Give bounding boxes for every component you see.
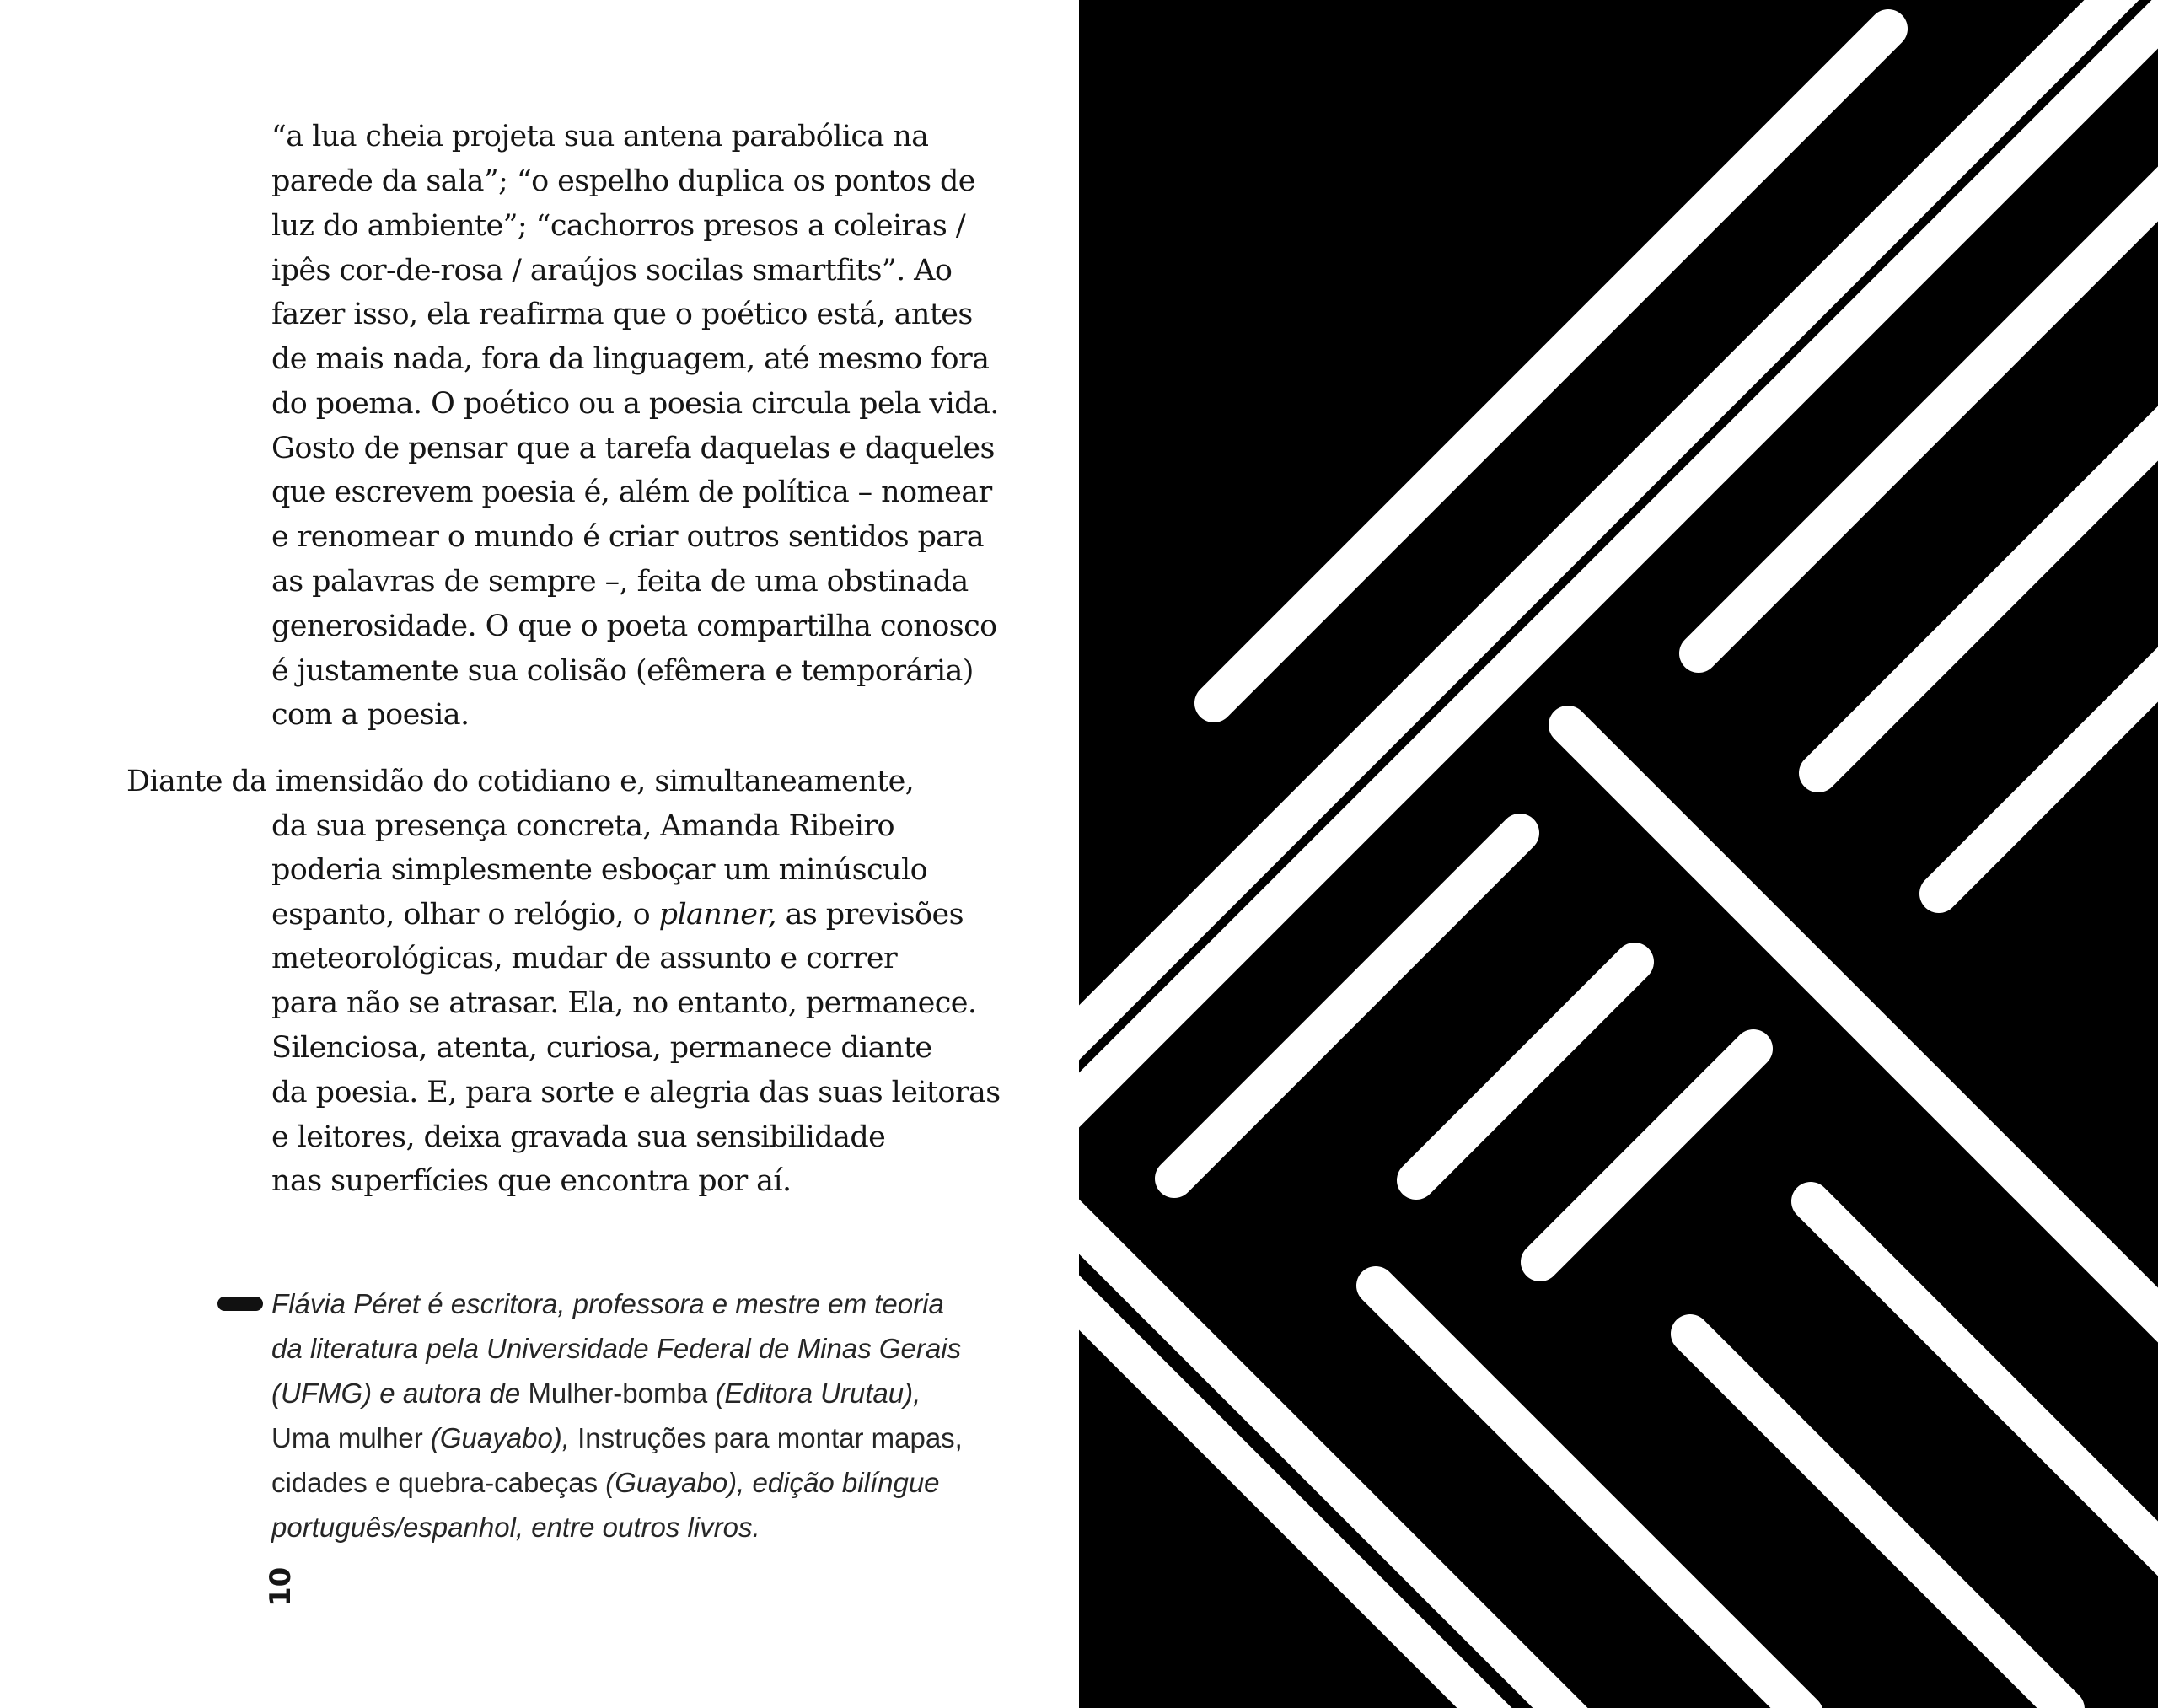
text-line: para não se atrasar. Ela, no entanto, permanece.	[271, 986, 977, 1020]
text-segment: as previsões	[776, 898, 964, 932]
text-line: com a poesia.	[271, 698, 470, 732]
text-line: Silenciosa, atenta, curiosa, permanece diante	[271, 1031, 932, 1065]
note-line	[271, 1379, 921, 1407]
text-line: e renomear o mundo é criar outros sentidos para	[271, 520, 984, 554]
text-line: luz do ambiente”; “cachorros presos a coleiras /	[271, 209, 966, 243]
note-line	[271, 1469, 940, 1496]
note-text: português/espanhol, entre outros livros.	[271, 1512, 760, 1543]
book-title-instrucoes-cont: cidades e quebra-cabeças	[271, 1467, 599, 1498]
text-line: do poema. O poético ou a poesia circula pela vida.	[271, 387, 999, 421]
note-line	[271, 1335, 961, 1362]
text-line: fazer isso, ela reafirma que o poético está, antes	[271, 298, 973, 331]
note-text: (Guayabo),	[422, 1422, 578, 1453]
text-segment: espanto, olhar o relógio, o	[271, 898, 659, 932]
text-line: de mais nada, fora da linguagem, até mesmo fora	[271, 342, 990, 376]
text-line: as palavras de sempre –, feita de uma obstinada	[271, 565, 969, 599]
note-text: da literatura pela Universidade Federal de Minas Gerais	[271, 1333, 962, 1364]
text-line: meteorológicas, mudar de assunto e correr	[271, 942, 898, 975]
note-text: (UFMG) e autora de	[271, 1378, 529, 1409]
text-line: generosidade. O que o poeta compartilha conosco	[271, 610, 997, 643]
planner-italic: planner,	[658, 898, 777, 932]
stripe-pattern-graphic	[1079, 0, 2158, 1708]
text-line-first: Diante da imensidão do cotidiano e, simultaneamente,	[126, 765, 915, 798]
page-number: 10	[264, 1566, 298, 1607]
note-dash-marker	[217, 1297, 263, 1311]
note-line	[271, 1513, 760, 1541]
text-line: da poesia. E, para sorte e alegria das suas leitoras	[271, 1076, 1001, 1109]
book-title-instrucoes: Instruções para montar mapas,	[577, 1422, 963, 1453]
note-line	[271, 1424, 963, 1452]
book-title-mulher-bomba: Mulher-bomba	[528, 1378, 708, 1409]
text-line: parede da sala”; “o espelho duplica os pontos de	[271, 164, 975, 198]
text-line: e leitores, deixa gravada sua sensibilidade	[271, 1120, 886, 1154]
text-line: poderia simplesmente esboçar um minúsculo	[271, 853, 928, 887]
note-text: Flávia Péret é escritora, professora e mestre em teoria	[271, 1288, 944, 1319]
book-title-uma-mulher: Uma mulher	[271, 1422, 423, 1453]
text-line: da sua presença concreta, Amanda Ribeiro	[271, 809, 894, 843]
text-line: nas superfícies que encontra por aí.	[271, 1164, 792, 1198]
text-line: “a lua cheia projeta sua antena parabólica na	[271, 120, 929, 153]
text-line: é justamente sua colisão (efêmera e temporária)	[271, 654, 974, 688]
right-page-pattern	[1079, 0, 2158, 1708]
note-line	[271, 1290, 944, 1318]
note-text: (Guayabo), edição bilíngue	[598, 1467, 940, 1498]
text-line: ipês cor-de-rosa / araújos socilas smartfits”. Ao	[271, 254, 953, 287]
text-line: Gosto de pensar que a tarefa daquelas e daqueles	[271, 432, 995, 465]
text-line-planner	[271, 900, 964, 930]
text-line: que escrevem poesia é, além de política – nomear	[271, 475, 992, 509]
note-text: (Editora Urutau),	[707, 1378, 921, 1409]
